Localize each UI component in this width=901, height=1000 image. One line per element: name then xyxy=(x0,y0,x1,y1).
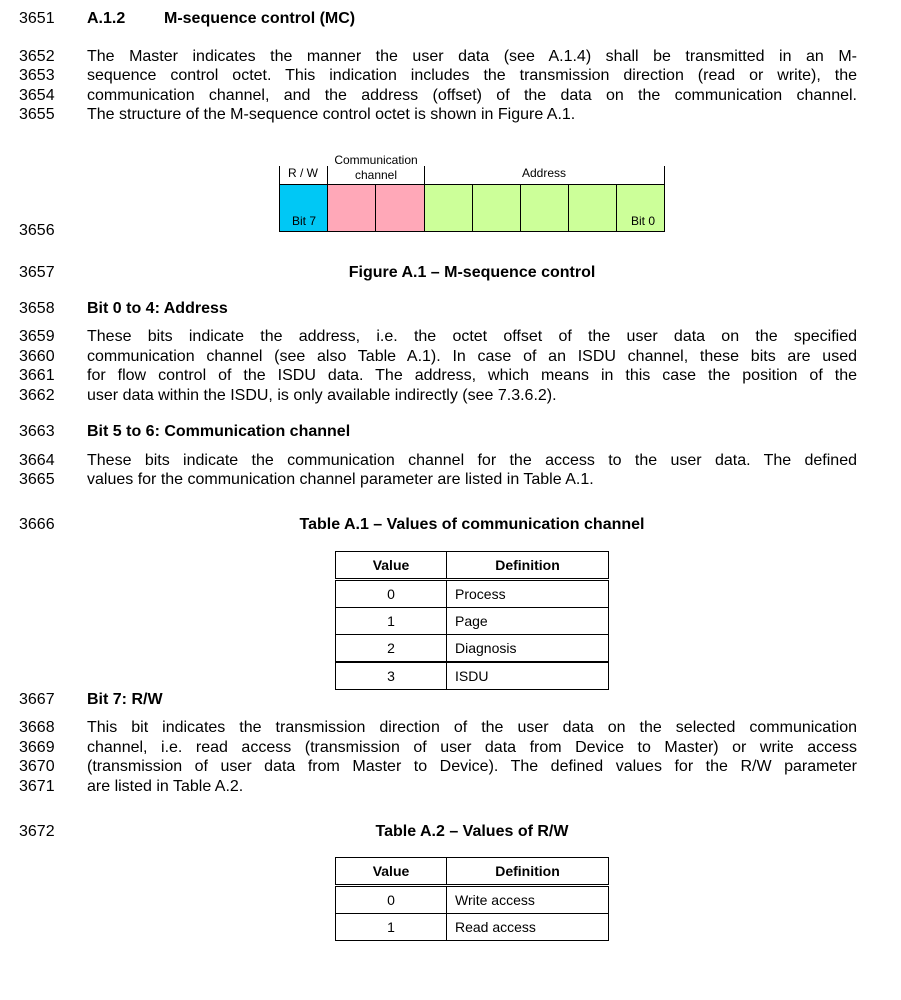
table1-caption: Table A.1 – Values of communication channel xyxy=(299,516,645,533)
line-number: 3664 xyxy=(19,452,55,469)
section-number: A.1.2 xyxy=(87,10,126,27)
column-header-definition: Definition xyxy=(447,858,609,886)
intro-line: The structure of the M-sequence control octet is shown in Figure A.1. xyxy=(87,106,576,123)
line-number: 3652 xyxy=(19,48,55,65)
line-number: 3667 xyxy=(19,691,55,708)
section-heading xyxy=(87,9,857,29)
bit0-label: Bit 0 xyxy=(631,214,656,228)
cell-value: 2 xyxy=(336,635,447,663)
cell-value: 3 xyxy=(336,662,447,690)
section-title: M-sequence control (MC) xyxy=(164,10,356,27)
cell-value: 0 xyxy=(336,886,447,914)
cell-value: 0 xyxy=(336,580,447,608)
column-header-value: Value xyxy=(336,552,447,580)
subheading-address: Bit 0 to 4: Address xyxy=(87,300,228,317)
cell-definition: Process xyxy=(447,580,609,608)
line-number: 3653 xyxy=(19,67,55,84)
intro-line: sequence control octet. This indication includes the transmission direction (read or write), the xyxy=(87,67,857,84)
figure-divider xyxy=(664,166,665,184)
intro-line: The Master indicates the manner the user data (see A.1.4) shall be transmitted in an M- xyxy=(87,48,857,65)
table-row xyxy=(336,608,609,635)
cell-value: 1 xyxy=(336,914,447,941)
line-number: 3658 xyxy=(19,300,55,317)
address-line: These bits indicate the address, i.e. the octet offset of the user data on the specified xyxy=(87,328,857,345)
cell-value: 1 xyxy=(336,608,447,635)
bit-cell-5 xyxy=(375,184,425,232)
line-number: 3668 xyxy=(19,719,55,736)
line-number: 3654 xyxy=(19,87,55,104)
table-row xyxy=(336,580,609,608)
line-number: 3659 xyxy=(19,328,55,345)
rw-line: are listed in Table A.2. xyxy=(87,778,244,795)
channel-line: These bits indicate the communication channel for the access to the user data. The defined xyxy=(87,452,857,469)
line-number: 3672 xyxy=(19,823,55,840)
subheading-rw: Bit 7: R/W xyxy=(87,691,163,708)
line-number: 3669 xyxy=(19,739,55,756)
address-field-label: Address xyxy=(521,166,567,180)
bit-cell-4 xyxy=(424,184,473,232)
cell-definition: Write access xyxy=(447,886,609,914)
rw-field-label: R / W xyxy=(288,166,318,180)
table2-caption: Table A.2 – Values of R/W xyxy=(375,823,569,840)
bit-cell-3 xyxy=(472,184,521,232)
rw-line: This bit indicates the transmission direction of the user data on the selected communication xyxy=(87,719,857,736)
line-number: 3670 xyxy=(19,758,55,775)
rw-line: (transmission of user data from Master to Device). The defined values for the R/W parameter xyxy=(87,758,857,775)
address-line: communication channel (see also Table A.1). In case of an ISDU channel, these bits are used xyxy=(87,348,857,365)
rw-line: channel, i.e. read access (transmission of user data from Device to Master) or write access xyxy=(87,739,857,756)
table-row xyxy=(336,914,609,941)
channel-field-label: Communication xyxy=(334,153,418,167)
line-number: 3651 xyxy=(19,10,55,27)
bit-cell-1 xyxy=(568,184,617,232)
line-number: 3655 xyxy=(19,106,55,123)
line-number: 3663 xyxy=(19,423,55,440)
cell-definition: Read access xyxy=(447,914,609,941)
line-number: 3662 xyxy=(19,387,55,404)
table-row xyxy=(336,662,609,690)
cell-definition: ISDU xyxy=(447,662,609,690)
line-number: 3671 xyxy=(19,778,55,795)
bit7-label: Bit 7 xyxy=(292,214,317,228)
intro-line: communication channel, and the address (offset) of the data on the communication channel. xyxy=(87,87,857,104)
line-number: 3665 xyxy=(19,471,55,488)
column-header-definition: Definition xyxy=(447,552,609,580)
line-number: 3661 xyxy=(19,367,55,384)
line-number: 3656 xyxy=(19,222,55,239)
cell-definition: Diagnosis xyxy=(447,635,609,663)
line-number: 3660 xyxy=(19,348,55,365)
figure-caption: Figure A.1 – M-sequence control xyxy=(348,264,596,281)
address-line: for flow control of the ISDU data. The address, which means in this case the position of the xyxy=(87,367,857,384)
table-communication-channel xyxy=(335,551,609,690)
address-line: user data within the ISDU, is only available indirectly (see 7.3.6.2). xyxy=(87,387,557,404)
bit-cell-6 xyxy=(327,184,376,232)
table-row xyxy=(336,635,609,663)
line-number: 3657 xyxy=(19,264,55,281)
column-header-value: Value xyxy=(336,858,447,886)
table-rw xyxy=(335,857,609,941)
line-number: 3666 xyxy=(19,516,55,533)
channel-line: values for the communication channel parameter are listed in Table A.1. xyxy=(87,471,594,488)
cell-definition: Page xyxy=(447,608,609,635)
channel-field-label: channel xyxy=(354,168,398,182)
table-row xyxy=(336,886,609,914)
subheading-channel: Bit 5 to 6: Communication channel xyxy=(87,423,351,440)
bit-cell-2 xyxy=(520,184,569,232)
